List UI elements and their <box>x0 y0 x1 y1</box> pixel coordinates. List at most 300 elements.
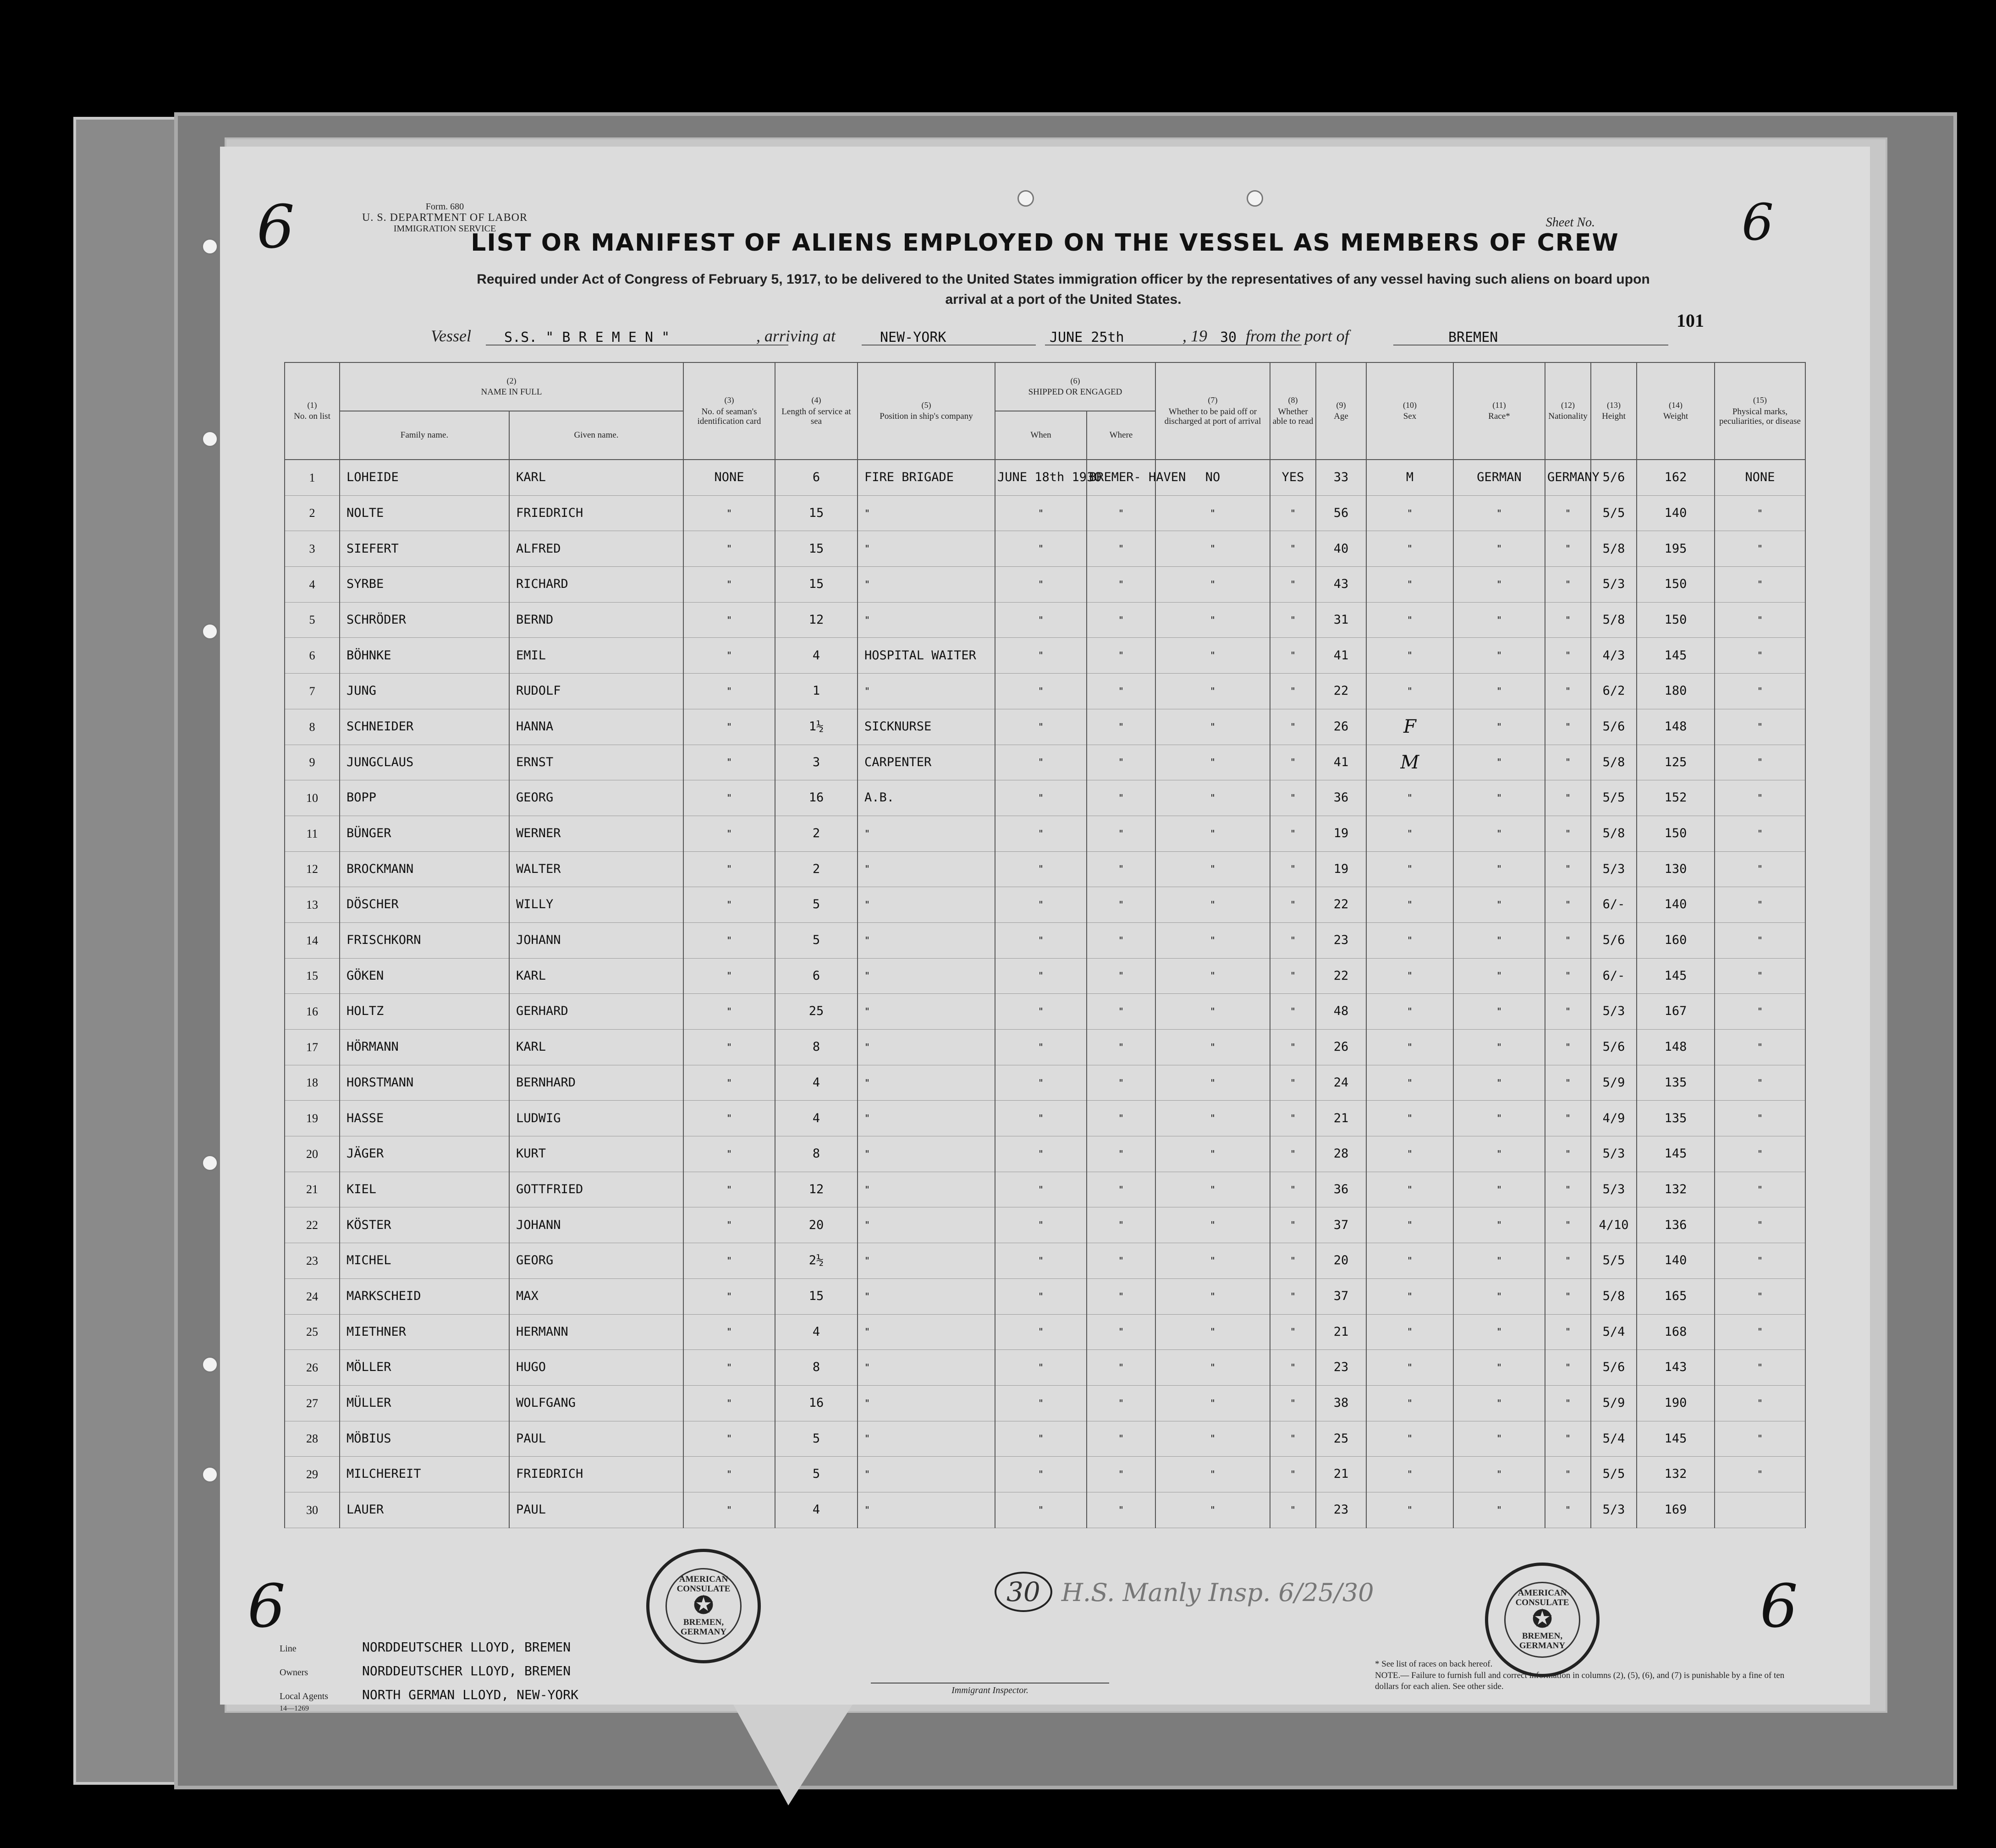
cell-sex: " <box>1366 531 1453 567</box>
cell-nationality: " <box>1545 1030 1591 1065</box>
cell-position: " <box>858 887 995 923</box>
cell-position: " <box>858 1278 995 1314</box>
cell-age: 36 <box>1316 780 1366 816</box>
cell-race: " <box>1453 709 1545 745</box>
cell-weight: 162 <box>1637 460 1715 495</box>
cell-no: 5 <box>285 602 340 638</box>
cell-nationality: " <box>1545 1136 1591 1172</box>
cell-given: EMIL <box>509 638 683 674</box>
cell-given: PAUL <box>509 1492 683 1528</box>
cell-race: " <box>1453 1065 1545 1101</box>
cell-nationality: " <box>1545 780 1591 816</box>
stamp-right-line-1: AMERICAN CONSULATE <box>1515 1588 1569 1608</box>
cell-marks: NONE <box>1715 460 1805 495</box>
cell-position: " <box>858 495 995 531</box>
cell-service: 4 <box>775 1492 858 1528</box>
cell-card: " <box>683 1492 775 1528</box>
cell-service: 25 <box>775 994 858 1030</box>
cell-nationality: " <box>1545 638 1591 674</box>
cell-given: KARL <box>509 1030 683 1065</box>
cell-family: SYRBE <box>340 567 509 603</box>
cell-sex: " <box>1366 958 1453 994</box>
cell-nationality: " <box>1545 816 1591 851</box>
cell-sex: " <box>1366 1278 1453 1314</box>
cell-read: " <box>1270 567 1316 603</box>
binder-hole <box>202 1356 218 1373</box>
cell-given: ERNST <box>509 745 683 780</box>
footer-notes <box>1375 1659 1787 1693</box>
cell-given: BERND <box>509 602 683 638</box>
cell-card: " <box>683 1243 775 1279</box>
cell-sex: " <box>1366 1065 1453 1101</box>
arrival-port: NEW-YORK <box>880 329 946 345</box>
cell-read: " <box>1270 958 1316 994</box>
immigrant-inspector-signature: Immigrant Inspector. <box>871 1683 1109 1696</box>
agents-label: Local Agents <box>280 1691 329 1701</box>
cell-no: 2 <box>285 495 340 531</box>
cell-sex: " <box>1366 887 1453 923</box>
binder-hole <box>202 623 218 640</box>
cell-given: WERNER <box>509 816 683 851</box>
cell-height: 5/5 <box>1591 1457 1637 1492</box>
cell-position: " <box>858 1136 995 1172</box>
cell-race: " <box>1453 1172 1545 1207</box>
cell-given: GEORG <box>509 780 683 816</box>
cell-race: " <box>1453 1421 1545 1457</box>
table-row <box>285 851 1805 887</box>
cell-no: 23 <box>285 1243 340 1279</box>
cell-read: " <box>1270 851 1316 887</box>
col-height: (13) Height <box>1591 362 1637 460</box>
cell-marks: " <box>1715 709 1805 745</box>
cell-no: 11 <box>285 816 340 851</box>
cell-family: MÖBIUS <box>340 1421 509 1457</box>
cell-age: 43 <box>1316 567 1366 603</box>
departure-port: BREMEN <box>1448 329 1498 345</box>
cell-service: 2 <box>775 851 858 887</box>
cell-weight: 165 <box>1637 1278 1715 1314</box>
cell-read: " <box>1270 887 1316 923</box>
cell-read: " <box>1270 816 1316 851</box>
cell-weight: 195 <box>1637 531 1715 567</box>
cell-given: FRIEDRICH <box>509 1457 683 1492</box>
cell-position: " <box>858 674 995 709</box>
cell-position: A.B. <box>858 780 995 816</box>
cell-service: 5 <box>775 1457 858 1492</box>
cell-age: 37 <box>1316 1278 1366 1314</box>
cell-no: 13 <box>285 887 340 923</box>
cell-height: 4/9 <box>1591 1101 1637 1136</box>
cell-where: " <box>1087 887 1155 923</box>
cell-nationality: " <box>1545 567 1591 603</box>
cell-read: " <box>1270 1421 1316 1457</box>
cell-where: " <box>1087 567 1155 603</box>
cell-weight: 125 <box>1637 745 1715 780</box>
vessel-line <box>220 321 1870 348</box>
cell-nationality: " <box>1545 851 1591 887</box>
cell-given: JOHANN <box>509 1207 683 1243</box>
cell-family: LOHEIDE <box>340 460 509 495</box>
department-name: U. S. DEPARTMENT OF LABOR <box>362 212 528 224</box>
cell-service: 4 <box>775 1314 858 1350</box>
col-position: (5) Position in ship's company <box>858 362 995 460</box>
cell-height: 5/3 <box>1591 994 1637 1030</box>
table-row <box>285 531 1805 567</box>
cell-nationality: " <box>1545 958 1591 994</box>
cell-position: CARPENTER <box>858 745 995 780</box>
cell-when: " <box>995 602 1087 638</box>
cell-service: 6 <box>775 460 858 495</box>
stamp-right-line-2: BREMEN, GERMANY <box>1519 1631 1566 1651</box>
vessel-label: Vessel <box>431 327 471 345</box>
cell-marks: " <box>1715 531 1805 567</box>
cell-nationality: " <box>1545 994 1591 1030</box>
cell-weight: 150 <box>1637 816 1715 851</box>
cell-age: 25 <box>1316 1421 1366 1457</box>
cell-race: " <box>1453 638 1545 674</box>
cell-sex: " <box>1366 567 1453 603</box>
arriving-label: , arriving at <box>756 327 836 345</box>
cell-race: " <box>1453 1314 1545 1350</box>
cell-nationality: " <box>1545 709 1591 745</box>
cell-sex: " <box>1366 1421 1453 1457</box>
cell-read: " <box>1270 495 1316 531</box>
cell-card: " <box>683 567 775 603</box>
cell-card: " <box>683 1385 775 1421</box>
cell-marks: " <box>1715 958 1805 994</box>
cell-marks: " <box>1715 780 1805 816</box>
cell-weight: 150 <box>1637 602 1715 638</box>
cell-weight: 135 <box>1637 1101 1715 1136</box>
cell-when: " <box>995 1421 1087 1457</box>
cell-marks: " <box>1715 1172 1805 1207</box>
cell-where: " <box>1087 1101 1155 1136</box>
cell-weight: 152 <box>1637 780 1715 816</box>
cell-age: 23 <box>1316 1492 1366 1528</box>
table-row <box>285 1101 1805 1136</box>
cell-paid: " <box>1155 1385 1270 1421</box>
cell-when: " <box>995 567 1087 603</box>
cell-age: 37 <box>1316 1207 1366 1243</box>
cell-height: 5/6 <box>1591 460 1637 495</box>
cell-height: 5/6 <box>1591 1350 1637 1386</box>
cell-paid: " <box>1155 1243 1270 1279</box>
cell-card: " <box>683 851 775 887</box>
arrival-date: JUNE 25th <box>1050 329 1124 345</box>
line-label: Line <box>280 1644 297 1654</box>
col-nationality: (12) Nationality <box>1545 362 1591 460</box>
crew-manifest-table <box>284 362 1806 1528</box>
cell-card: " <box>683 531 775 567</box>
sheet-number-label: Sheet No. <box>1545 215 1595 230</box>
cell-marks: " <box>1715 602 1805 638</box>
cell-service: 5 <box>775 922 858 958</box>
cell-when: " <box>995 780 1087 816</box>
cell-weight: 168 <box>1637 1314 1715 1350</box>
line-value: NORDDEUTSCHER LLOYD, BREMEN <box>362 1640 571 1655</box>
cell-race: " <box>1453 816 1545 851</box>
table-row <box>285 602 1805 638</box>
cell-service: 4 <box>775 1065 858 1101</box>
cell-age: 26 <box>1316 1030 1366 1065</box>
cell-card: " <box>683 1030 775 1065</box>
cell-where: " <box>1087 1207 1155 1243</box>
cell-family: FRISCHKORN <box>340 922 509 958</box>
cell-paid: " <box>1155 780 1270 816</box>
cell-service: 8 <box>775 1030 858 1065</box>
cell-read: " <box>1270 1314 1316 1350</box>
cell-weight: 136 <box>1637 1207 1715 1243</box>
cell-family: HÖRMANN <box>340 1030 509 1065</box>
cell-paid: " <box>1155 602 1270 638</box>
cell-no: 7 <box>285 674 340 709</box>
cell-given: KURT <box>509 1136 683 1172</box>
owners-label: Owners <box>280 1667 308 1678</box>
cell-when: " <box>995 887 1087 923</box>
cell-height: 5/8 <box>1591 531 1637 567</box>
cell-paid: " <box>1155 638 1270 674</box>
document-title: LIST OR MANIFEST OF ALIENS EMPLOYED ON THE VESSEL AS MEMBERS OF CREW <box>471 229 1619 257</box>
cell-card: " <box>683 602 775 638</box>
cell-family: NOLTE <box>340 495 509 531</box>
cell-read: " <box>1270 1172 1316 1207</box>
cell-position: FIRE BRIGADE <box>858 460 995 495</box>
cell-weight: 190 <box>1637 1385 1715 1421</box>
cell-race: " <box>1453 674 1545 709</box>
cell-where: " <box>1087 922 1155 958</box>
penalty-note: NOTE.— Failure to furnish full and correct information in columns (2), (5), (6), and (7) is punishable by a fine of ten dollars for each alien. See other side. <box>1375 1670 1785 1692</box>
cell-sex: " <box>1366 851 1453 887</box>
cell-nationality: " <box>1545 1207 1591 1243</box>
cell-race: " <box>1453 851 1545 887</box>
cell-race: " <box>1453 1278 1545 1314</box>
cell-given: KARL <box>509 460 683 495</box>
cell-read: " <box>1270 531 1316 567</box>
cell-height: 5/8 <box>1591 1278 1637 1314</box>
cell-family: MICHEL <box>340 1243 509 1279</box>
cell-sex: " <box>1366 780 1453 816</box>
table-row <box>285 1457 1805 1492</box>
table-row <box>285 816 1805 851</box>
cell-nationality: " <box>1545 1350 1591 1386</box>
col-race: (11) Race* <box>1453 362 1545 460</box>
cell-paid: " <box>1155 994 1270 1030</box>
cell-when: " <box>995 1030 1087 1065</box>
cell-marks: " <box>1715 816 1805 851</box>
cell-read: " <box>1270 1101 1316 1136</box>
page-number: 101 <box>1677 310 1704 331</box>
cell-race: " <box>1453 887 1545 923</box>
cell-nationality: " <box>1545 602 1591 638</box>
cell-given: BERNHARD <box>509 1065 683 1101</box>
cell-marks: " <box>1715 994 1805 1030</box>
cell-no: 9 <box>285 745 340 780</box>
cell-weight: 145 <box>1637 1421 1715 1457</box>
cell-where: " <box>1087 1421 1155 1457</box>
cell-nationality: " <box>1545 1421 1591 1457</box>
cell-position: HOSPITAL WAITER <box>858 638 995 674</box>
cell-position: " <box>858 922 995 958</box>
cell-weight: 140 <box>1637 887 1715 923</box>
cell-when: " <box>995 1207 1087 1243</box>
cell-when: " <box>995 638 1087 674</box>
cell-where: " <box>1087 531 1155 567</box>
header-row <box>285 362 1805 411</box>
cell-family: KIEL <box>340 1172 509 1207</box>
cell-card: " <box>683 674 775 709</box>
cell-read: YES <box>1270 460 1316 495</box>
cell-given: JOHANN <box>509 922 683 958</box>
cell-family: SCHNEIDER <box>340 709 509 745</box>
cell-age: 28 <box>1316 1136 1366 1172</box>
col-family-name: Family name. <box>340 411 509 460</box>
cell-nationality: " <box>1545 674 1591 709</box>
cell-when: " <box>995 1243 1087 1279</box>
cell-family: HORSTMANN <box>340 1065 509 1101</box>
cell-marks: " <box>1715 1385 1805 1421</box>
cell-height: 5/6 <box>1591 1030 1637 1065</box>
cell-where: " <box>1087 709 1155 745</box>
eagle-seal-icon: ✪ <box>693 1593 714 1619</box>
table-row <box>285 1278 1805 1314</box>
cell-paid: " <box>1155 1136 1270 1172</box>
cell-marks: " <box>1715 745 1805 780</box>
cell-age: 33 <box>1316 460 1366 495</box>
cell-given: GEORG <box>509 1243 683 1279</box>
cell-when: JUNE 18th 1930 <box>995 460 1087 495</box>
cell-age: 20 <box>1316 1243 1366 1279</box>
cell-age: 21 <box>1316 1457 1366 1492</box>
cell-service: 2½ <box>775 1243 858 1279</box>
cell-read: " <box>1270 1492 1316 1528</box>
cell-height: 4/10 <box>1591 1207 1637 1243</box>
cell-marks: " <box>1715 1350 1805 1386</box>
cell-family: BÖHNKE <box>340 638 509 674</box>
cell-position: " <box>858 1207 995 1243</box>
cell-where: " <box>1087 1457 1155 1492</box>
cell-no: 18 <box>285 1065 340 1101</box>
cell-position: " <box>858 1243 995 1279</box>
cell-read: " <box>1270 1243 1316 1279</box>
cell-height: 6/- <box>1591 887 1637 923</box>
cell-age: 22 <box>1316 674 1366 709</box>
cell-card: " <box>683 745 775 780</box>
cell-marks: " <box>1715 1207 1805 1243</box>
table-row <box>285 1172 1805 1207</box>
cell-position: " <box>858 1030 995 1065</box>
cell-marks: " <box>1715 887 1805 923</box>
cell-where: " <box>1087 745 1155 780</box>
cell-race: " <box>1453 1492 1545 1528</box>
cell-service: 3 <box>775 745 858 780</box>
cell-no: 10 <box>285 780 340 816</box>
cell-weight: 132 <box>1637 1172 1715 1207</box>
cell-card: " <box>683 780 775 816</box>
cell-nationality: " <box>1545 922 1591 958</box>
cell-marks: " <box>1715 1421 1805 1457</box>
table-row <box>285 495 1805 531</box>
col-able-to-read: (8) Whether able to read <box>1270 362 1316 460</box>
cell-no: 12 <box>285 851 340 887</box>
page-mark-bottom-right: 6 <box>1760 1571 1798 1641</box>
cell-read: " <box>1270 674 1316 709</box>
cell-paid: " <box>1155 1492 1270 1528</box>
cell-paid: " <box>1155 1030 1270 1065</box>
sheet-number-handwritten: 6 <box>1742 193 1774 252</box>
cell-service: 8 <box>775 1350 858 1386</box>
cell-card: " <box>683 958 775 994</box>
cell-race: " <box>1453 1101 1545 1136</box>
cell-race: " <box>1453 780 1545 816</box>
cell-height: 4/3 <box>1591 638 1637 674</box>
cell-marks: " <box>1715 567 1805 603</box>
cell-card: " <box>683 1457 775 1492</box>
cell-where: " <box>1087 495 1155 531</box>
cell-read: " <box>1270 780 1316 816</box>
form-number: Form. 680 <box>425 202 464 212</box>
cell-weight: 145 <box>1637 638 1715 674</box>
binder-hole <box>202 431 218 447</box>
cell-age: 38 <box>1316 1385 1366 1421</box>
cell-race: " <box>1453 1385 1545 1421</box>
table-row <box>285 994 1805 1030</box>
cell-given: ALFRED <box>509 531 683 567</box>
cell-service: 20 <box>775 1207 858 1243</box>
cell-paid: " <box>1155 567 1270 603</box>
cell-paid: " <box>1155 495 1270 531</box>
cell-when: " <box>995 1172 1087 1207</box>
cell-no: 30 <box>285 1492 340 1528</box>
cell-card: " <box>683 1136 775 1172</box>
cell-read: " <box>1270 1030 1316 1065</box>
cell-paid: " <box>1155 922 1270 958</box>
cell-height: 5/3 <box>1591 567 1637 603</box>
col-service-length: (4) Length of service at sea <box>775 362 858 460</box>
cell-given: WOLFGANG <box>509 1385 683 1421</box>
cell-age: 26 <box>1316 709 1366 745</box>
cell-where: " <box>1087 1136 1155 1172</box>
cell-when: " <box>995 495 1087 531</box>
cell-age: 41 <box>1316 638 1366 674</box>
cell-paid: " <box>1155 1421 1270 1457</box>
cell-weight: 160 <box>1637 922 1715 958</box>
cell-weight: 148 <box>1637 709 1715 745</box>
cell-when: " <box>995 1065 1087 1101</box>
cell-when: " <box>995 958 1087 994</box>
col-when: When <box>995 411 1087 460</box>
cell-read: " <box>1270 922 1316 958</box>
cell-marks: " <box>1715 1030 1805 1065</box>
cell-nationality: " <box>1545 1172 1591 1207</box>
cell-age: 21 <box>1316 1314 1366 1350</box>
cell-height: 6/- <box>1591 958 1637 994</box>
cell-weight: 140 <box>1637 1243 1715 1279</box>
cell-sex: " <box>1366 1457 1453 1492</box>
races-note: * See list of races on back hereof. <box>1375 1659 1493 1669</box>
cell-marks: " <box>1715 851 1805 887</box>
cell-race: " <box>1453 745 1545 780</box>
cell-position: " <box>858 567 995 603</box>
cell-sex: " <box>1366 674 1453 709</box>
owners-row <box>280 1663 571 1678</box>
cell-where: " <box>1087 1172 1155 1207</box>
from-port-label: from the port of <box>1246 327 1349 345</box>
cell-where: " <box>1087 674 1155 709</box>
cell-no: 25 <box>285 1314 340 1350</box>
cell-when: " <box>995 745 1087 780</box>
cell-family: JUNG <box>340 674 509 709</box>
cell-race: " <box>1453 602 1545 638</box>
